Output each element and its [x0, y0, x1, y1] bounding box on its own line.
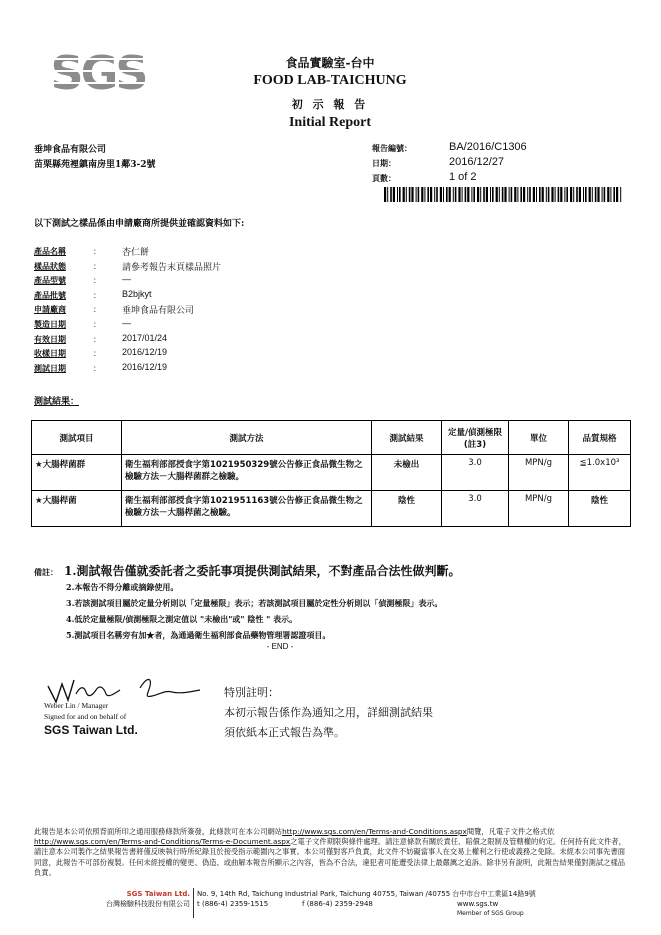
- cell-unit: MPN/g: [509, 491, 569, 527]
- header-test-result: 測試結果: [372, 421, 442, 455]
- footer-text-part3: 之電子文件期限與條件處理。請注意條款有關於責任、賠償之限制及管轄權的約定。任何持有此文件者，請注意本公司製作之結果報告書將僅反映執行時所紀錄且於接受指示範圍內之事實。本公司僅對客戶負責，此文件不妨礙當事人在交易上權利之行使或義務之免除。未經本公司事先書面同意，此報告不可部份複製。任何未經授權的變更、偽造、或曲解本報告所顯示之內容，皆為不合法，違犯者可能遭受法律上最嚴厲之追訴。除非另有說明，此報告結果僅對測試之樣品負責。: [34, 837, 626, 877]
- field-colon: ：: [93, 305, 101, 315]
- footer-text-part1: 此報告是本公司依照背面所印之通用服務條款所簽發，此條款可在本公司網站: [34, 827, 283, 836]
- signer-company: SGS Taiwan Ltd.: [44, 723, 138, 737]
- signer-name-title: Weber Lin / Manager: [44, 701, 109, 710]
- cell-spec: ≦1.0x10³: [569, 455, 631, 491]
- svg-text:SGS: SGS: [50, 47, 146, 95]
- report-barcode: [384, 187, 624, 202]
- header-test-item: 測試項目: [32, 421, 122, 455]
- sgs-logo: [50, 47, 146, 95]
- field-value: B2bjkyt: [122, 288, 152, 299]
- cell-method: 衛生福利部部授食字第1021950329號公告修正食品微生物之檢驗方法－大腸桿菌群之檢驗。: [122, 455, 372, 491]
- footer-divider: [193, 888, 194, 918]
- footer-tel: t (886-4) 2359-1515: [197, 900, 269, 908]
- report-no-value: BA/2016/C1306: [449, 141, 527, 153]
- cell-limit: 3.0: [442, 455, 509, 491]
- terms-e-document-link[interactable]: http://www.sgs.com/en/Terms-and-Conditions/Terms-e-Document.aspx: [34, 837, 291, 847]
- notes-prefix: 備註：: [34, 567, 58, 577]
- field-value: 垂坤食品有限公司: [122, 305, 195, 316]
- cell-method: 衛生福利部部授食字第1021951163號公告修正食品微生物之檢驗方法－大腸桿菌之檢驗。: [122, 491, 372, 527]
- footer-web: www.sgs.tw: [457, 900, 499, 908]
- field-label: 樣品狀態: [34, 260, 66, 271]
- field-colon: ：: [93, 363, 101, 373]
- field-colon: ：: [93, 247, 101, 256]
- field-colon: ：: [93, 261, 101, 271]
- end-marker: - END -: [266, 642, 294, 651]
- field-value: —: [122, 318, 131, 328]
- cell-item: ★大腸桿菌: [32, 491, 122, 527]
- field-value: 2016/12/19: [122, 361, 168, 372]
- special-note-line1: 本初示報告係作為通知之用，詳細測試結果: [224, 706, 433, 719]
- signed-for-text: Signed for and on behalf of: [44, 712, 127, 721]
- cell-unit: MPN/g: [509, 455, 569, 491]
- field-value: 杏仁餅: [122, 247, 150, 257]
- special-note-line2: 須依紙本正式報告為準。: [224, 726, 345, 739]
- terms-link[interactable]: http://www.sgs.com/en/Terms-and-Conditions.aspx: [282, 827, 467, 836]
- intro-text: 以下測試之樣品係由申請廠商所提供並確認資料如下:: [34, 219, 245, 229]
- report-page-value: 1 of 2: [449, 171, 477, 183]
- field-colon: ：: [93, 334, 101, 344]
- note-5: 5.測試項目名稱旁有加★者，為通過衛生福利部食品藥物管理署認證項目。: [66, 630, 331, 640]
- report-page-label: 頁數：: [372, 173, 396, 183]
- footer-text-part2: 閱覽，凡電子文件之格式依: [466, 827, 555, 836]
- footer-address: No. 9, 14th Rd, Taichung Industrial Park, Taichung 40755, Taiwan /40755 台中市台中工業區14路9號: [197, 890, 536, 898]
- footer-company: [60, 889, 190, 909]
- field-value: 2017/01/24: [122, 332, 168, 343]
- field-value: —: [122, 274, 131, 285]
- field-colon: ：: [93, 276, 101, 286]
- field-label: 產品批號: [34, 289, 66, 300]
- field-value: 請參考報告末頁樣品照片: [122, 261, 222, 272]
- header-unit: 單位: [509, 421, 569, 455]
- results-table: [31, 420, 631, 527]
- field-colon: ：: [93, 349, 101, 359]
- footer-contact: [197, 889, 617, 919]
- note-2: 2.本報告不得分離或摘錄使用。: [66, 582, 179, 592]
- cell-spec: 陰性: [569, 491, 631, 527]
- field-label: 產品名稱: [34, 246, 66, 256]
- header-test-method: 測試方法: [122, 421, 372, 455]
- cell-result: 陰性: [372, 491, 442, 527]
- field-label: 製造日期: [34, 319, 66, 329]
- report-title-cn: 初 示 報 告: [291, 98, 369, 111]
- note-3: 3.若該測試項目屬於定量分析則以「定量極限」表示；若該測試項目屬於定性分析則以「偵測極限」表示。: [66, 598, 443, 608]
- cell-item: ★大腸桿菌群: [32, 455, 122, 491]
- header-spec: 品質規格: [569, 421, 631, 455]
- report-date-label: 日期：: [372, 158, 396, 168]
- note-4: 4.低於定量極限/偵測極限之測定值以 "未檢出"或" 陰性 " 表示。: [66, 614, 298, 624]
- results-heading: 測試結果：: [34, 397, 80, 407]
- footer-fax: f (886-4) 2359-2948: [302, 900, 373, 908]
- field-label: 產品型號: [34, 275, 66, 286]
- client-address: 苗栗縣苑裡鎮南房里1鄰3-2號: [34, 160, 156, 170]
- field-label: 測試日期: [34, 362, 66, 373]
- table-row: [32, 491, 631, 527]
- field-label: 申請廠商: [34, 304, 66, 315]
- note-1: 1.測試報告僅就委託者之委託事項提供測試結果，不對產品合法性做判斷。: [64, 564, 461, 578]
- lab-name-en: FOOD LAB-TAICHUNG: [253, 73, 407, 88]
- footer-member: Member of SGS Group: [457, 910, 524, 917]
- header-limit: 定量/偵測極限(註3): [442, 421, 509, 455]
- field-colon: ：: [93, 290, 101, 300]
- field-value: 2016/12/19: [122, 347, 168, 358]
- field-label: 收樣日期: [34, 348, 66, 359]
- table-header-row: [32, 421, 631, 455]
- report-no-label: 報告編號：: [372, 143, 412, 153]
- client-name: 垂坤食品有限公司: [34, 145, 107, 155]
- field-colon: ：: [93, 320, 101, 329]
- field-label: 有效日期: [34, 333, 66, 344]
- cell-result: 未檢出: [372, 455, 442, 491]
- report-date-value: 2016/12/27: [449, 156, 505, 168]
- footer-legal-text: [34, 827, 628, 878]
- footer-company-cn: 台灣檢驗科技股份有限公司: [106, 900, 190, 908]
- report-title-en: Initial Report: [288, 115, 372, 130]
- footer-company-en: SGS Taiwan Ltd.: [126, 890, 190, 898]
- table-row: [32, 455, 631, 491]
- lab-name-cn: 食品實驗室-台中: [285, 56, 375, 70]
- special-note-title: 特別註明：: [224, 686, 279, 699]
- cell-limit: 3.0: [442, 491, 509, 527]
